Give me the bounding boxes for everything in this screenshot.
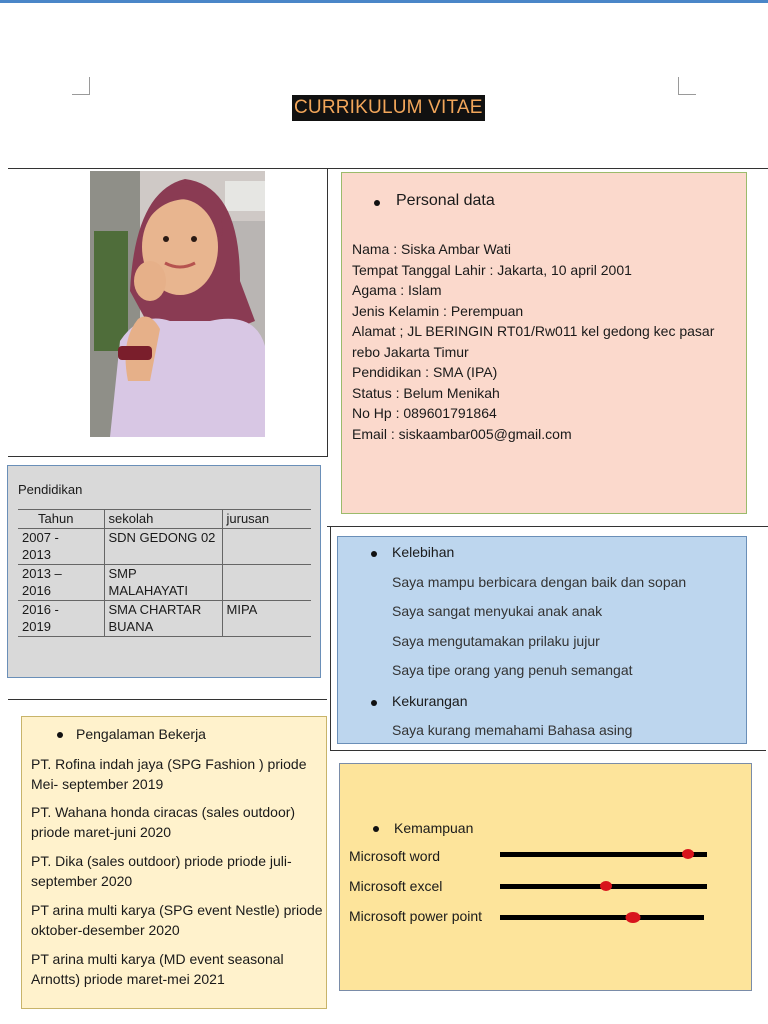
skill-level-marker [625, 912, 640, 923]
table-cell: 2007 - 2013 [18, 528, 104, 564]
experience-item: PT. Dika (sales outdoor) priode priode juli-september 2020 [31, 853, 292, 889]
table-cell: 2013 – 2016 [18, 564, 104, 600]
religion-field: Agama : Islam [352, 282, 442, 298]
experience-heading: Pengalaman Bekerja [76, 726, 206, 742]
top-border [0, 0, 768, 3]
strength-item: Saya mengutamakan prilaku jujur [392, 633, 600, 649]
crop-mark-right [678, 77, 696, 95]
divider-line [8, 699, 327, 700]
skill-label: Microsoft power point [349, 908, 483, 924]
phone-field: No Hp : 089601791864 [352, 405, 497, 421]
table-cell [222, 564, 311, 600]
skill-bar [500, 852, 707, 857]
experience-section [21, 716, 327, 1009]
skill-label: Microsoft excel [349, 878, 443, 894]
divider-line [327, 168, 328, 457]
address-field-cont: rebo Jakarta Timur [352, 343, 469, 360]
crop-mark-left [72, 77, 90, 95]
bullet-icon [371, 700, 377, 706]
experience-item: PT. Rofina indah jaya (SPG Fashion ) priode Mei- september 2019 [31, 756, 307, 792]
divider-line [327, 526, 768, 527]
education-heading: Pendidikan [18, 482, 83, 497]
education-field: Pendidikan : SMA (IPA) [352, 364, 498, 380]
personal-data-heading: Personal data [396, 192, 495, 209]
page-title: CURRIKULUM VITAE [292, 95, 485, 121]
table-cell: SMA CHARTAR BUANA [104, 600, 222, 636]
table-row [18, 564, 311, 600]
divider-line [8, 168, 768, 169]
bullet-icon [373, 826, 379, 832]
bullet-icon [371, 551, 377, 557]
status-field: Status : Belum Menikah [352, 384, 500, 401]
column-header: Tahun [18, 510, 104, 529]
strength-item: Saya sangat menyukai anak anak [392, 603, 603, 619]
column-header: sekolah [104, 510, 222, 529]
skill-level-marker [682, 849, 694, 859]
skill-bar [500, 915, 704, 920]
table-cell: SMP MALAHAYATI [104, 564, 222, 600]
email-field: Email : siskaambar005@gmail.com [352, 425, 572, 442]
skills-heading: Kemampuan [394, 820, 474, 836]
education-section [7, 465, 321, 678]
experience-item: PT arina multi karya (MD event seasonal Arnotts) priode maret-mei 2021 [31, 951, 284, 987]
gender-field: Jenis Kelamin : Perempuan [352, 302, 524, 319]
skill-bar [500, 884, 707, 889]
column-header: jurusan [222, 510, 311, 529]
table-header-row [18, 510, 311, 529]
profile-photo [90, 171, 265, 437]
table-cell [222, 528, 311, 564]
table-row [18, 528, 311, 564]
bullet-icon [57, 732, 63, 738]
skill-label: Microsoft word [349, 848, 441, 864]
strengths-heading: Kelebihan [392, 544, 455, 560]
skills-section [339, 763, 752, 991]
birth-field: Tempat Tanggal Lahir : Jakarta, 10 april 2001 [352, 261, 632, 278]
divider-line [330, 526, 331, 750]
table-row [18, 600, 311, 636]
divider-line [8, 456, 327, 457]
table-cell: SDN GEDONG 02 [104, 528, 222, 564]
experience-item: PT. Wahana honda ciracas (sales outdoor) priode maret-juni 2020 [31, 804, 296, 840]
personal-data-section [341, 172, 747, 514]
strength-item: Saya tipe orang yang penuh semangat [392, 662, 633, 678]
education-table [18, 509, 311, 637]
divider-line [330, 750, 766, 751]
bullet-icon [374, 200, 380, 206]
strengths-section [337, 536, 747, 744]
experience-item: PT arina multi karya (SPG event Nestle) priode oktober-desember 2020 [31, 902, 323, 938]
skill-level-marker [600, 881, 612, 891]
weakness-item: Saya kurang memahami Bahasa asing [392, 722, 633, 738]
name-field: Nama : Siska Ambar Wati [352, 241, 511, 257]
table-cell: 2016 - 2019 [18, 600, 104, 636]
strength-item: Saya mampu berbicara dengan baik dan sopan [392, 574, 687, 590]
address-field: Alamat ; JL BERINGIN RT01/Rw011 kel gedong kec pasar [352, 323, 715, 339]
weakness-heading: Kekurangan [392, 693, 468, 709]
table-cell: MIPA [222, 600, 311, 636]
